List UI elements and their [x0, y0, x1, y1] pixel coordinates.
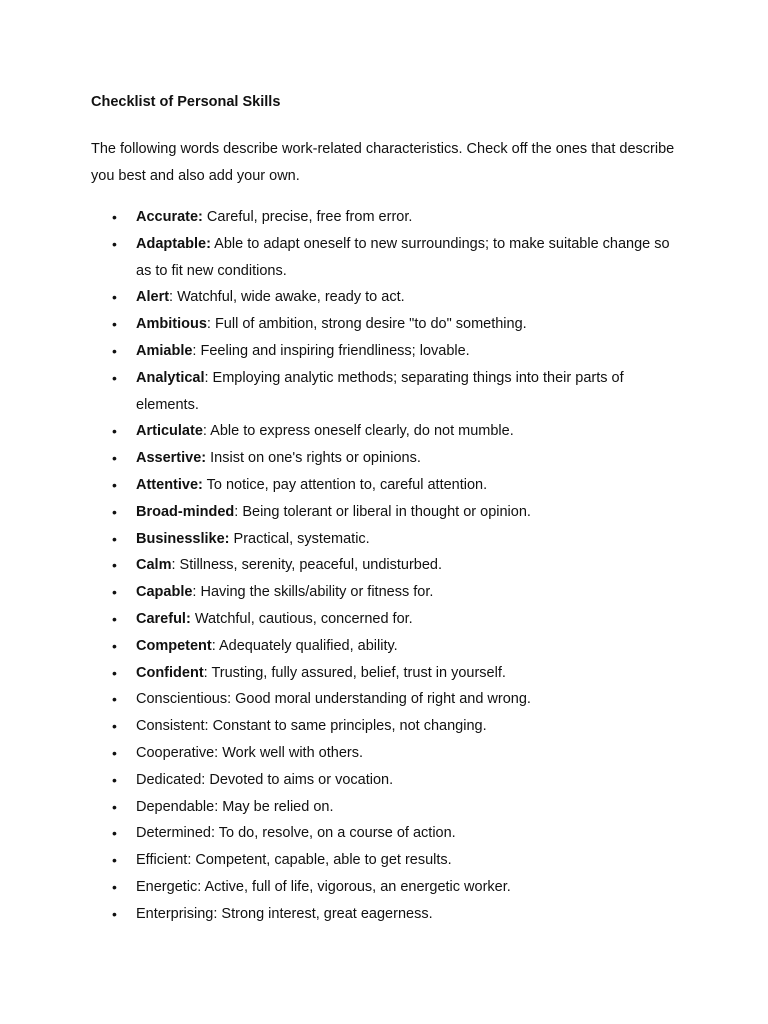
- skill-definition: Stillness, serenity, peaceful, undisturbed.: [175, 557, 443, 574]
- bullet-icon: •: [112, 342, 117, 359]
- skill-term: Confident: [136, 664, 204, 681]
- bullet-icon: •: [112, 825, 117, 842]
- skill-term: Accurate:: [136, 209, 203, 225]
- skill-separator: :: [171, 557, 176, 574]
- bullet-icon: •: [112, 423, 117, 440]
- bullet-icon: •: [112, 718, 117, 735]
- bullet-icon: •: [112, 610, 117, 627]
- skill-definition: Dependable: May be relied on.: [136, 798, 334, 815]
- intro-paragraph: The following words describe work-related characteristics. Check off the ones that describe you best and also add your own.: [91, 141, 675, 184]
- bullet-icon: •: [112, 235, 117, 252]
- skill-definition: Cooperative: Work well with others.: [136, 744, 363, 761]
- skill-separator: :: [203, 664, 208, 681]
- list-item: [0, 445, 768, 472]
- bullet-icon: •: [112, 584, 117, 601]
- skill-definition: Being tolerant or liberal in thought or opinion.: [238, 503, 531, 520]
- bullet-icon: •: [112, 209, 117, 225]
- bullet-icon: •: [112, 530, 117, 547]
- list-item: [0, 338, 768, 365]
- bullet-icon: •: [112, 557, 117, 574]
- list-item: [0, 204, 768, 231]
- list-item: [0, 526, 768, 553]
- list-item: [0, 660, 768, 687]
- list-item: [0, 231, 768, 285]
- skill-separator: :: [211, 637, 216, 654]
- skill-term: Broad-minded: [136, 503, 235, 520]
- list-item: [0, 740, 768, 767]
- bullet-icon: •: [112, 771, 117, 788]
- list-item: [0, 579, 768, 606]
- skill-separator: :: [192, 342, 197, 359]
- skill-term: Assertive:: [136, 450, 207, 467]
- skill-definition: Insist on one's rights or opinions.: [206, 450, 421, 467]
- list-item: [0, 847, 768, 874]
- list-item: [0, 767, 768, 794]
- skill-definition: Able to adapt oneself to new surroundings; to make suitable change so as to fit new conditions.: [136, 235, 670, 279]
- list-item: [0, 713, 768, 740]
- list-item: [0, 633, 768, 660]
- bullet-icon: •: [112, 852, 117, 869]
- skill-definition: Dedicated: Devoted to aims or vocation.: [136, 771, 394, 788]
- page-title: Checklist of Personal Skills: [91, 94, 281, 110]
- skill-term: Alert: [136, 289, 170, 306]
- list-item: [0, 820, 768, 847]
- skill-definition: Full of ambition, strong desire "to do" something.: [210, 316, 527, 333]
- list-item: [0, 874, 768, 901]
- skill-definition: Feeling and inspiring friendliness; lovable.: [196, 342, 470, 359]
- skill-term: Articulate: [136, 423, 203, 440]
- bullet-icon: •: [112, 691, 117, 708]
- bullet-icon: •: [112, 316, 117, 333]
- list-item: [0, 284, 768, 311]
- skill-definition: Enterprising: Strong interest, great eagerness.: [136, 905, 433, 922]
- list-item: [0, 606, 768, 633]
- bullet-icon: •: [112, 744, 117, 761]
- skill-definition: Trusting, fully assured, belief, trust in yourself.: [207, 664, 506, 681]
- bullet-icon: •: [112, 369, 117, 386]
- list-item: [0, 472, 768, 499]
- skill-definition: Having the skills/ability or fitness for.: [196, 584, 434, 601]
- list-item: [0, 365, 768, 419]
- skill-definition: Careful, precise, free from error.: [202, 209, 413, 225]
- list-item: [0, 901, 768, 928]
- skill-definition: Watchful, cautious, concerned for.: [190, 610, 413, 627]
- list-item: [0, 686, 768, 713]
- skill-separator: :: [192, 584, 197, 601]
- skill-definition: Consistent: Constant to same principles, not changing.: [136, 718, 487, 735]
- skill-separator: :: [202, 423, 207, 440]
- skill-term: Businesslike:: [136, 530, 230, 547]
- skill-definition: Able to express oneself clearly, do not mumble.: [206, 423, 514, 440]
- skill-separator: :: [169, 289, 174, 306]
- skill-separator: :: [204, 369, 209, 386]
- skill-definition: Adequately qualified, ability.: [215, 637, 398, 654]
- bullet-icon: •: [112, 798, 117, 815]
- bullet-icon: •: [112, 905, 117, 922]
- list-item: [0, 311, 768, 338]
- list-item: [0, 499, 768, 526]
- skill-definition: Efficient: Competent, capable, able to get results.: [136, 852, 452, 869]
- skill-term: Analytical: [136, 369, 205, 386]
- bullet-icon: •: [112, 476, 117, 493]
- skill-term: Adaptable:: [136, 235, 211, 252]
- skill-definition: To notice, pay attention to, careful attention.: [202, 476, 488, 493]
- list-item: [0, 552, 768, 579]
- skills-list: [0, 204, 768, 928]
- skill-definition: Practical, systematic.: [229, 530, 370, 547]
- bullet-icon: •: [112, 878, 117, 895]
- skill-definition: Employing analytic methods; separating things into their parts of elements.: [136, 369, 624, 413]
- bullet-icon: •: [112, 450, 117, 467]
- skill-definition: Watchful, wide awake, ready to act.: [173, 289, 405, 306]
- skill-term: Careful:: [136, 610, 191, 627]
- skill-term: Competent: [136, 637, 212, 654]
- skill-term: Amiable: [136, 342, 193, 359]
- skill-term: Calm: [136, 557, 172, 574]
- skill-separator: :: [206, 316, 211, 333]
- skill-definition: Conscientious: Good moral understanding of right and wrong.: [136, 691, 531, 708]
- skill-term: Attentive:: [136, 476, 203, 493]
- skill-term: Ambitious: [136, 316, 207, 333]
- list-item: [0, 418, 768, 445]
- skill-term: Capable: [136, 584, 193, 601]
- list-item: [0, 794, 768, 821]
- skill-definition: Energetic: Active, full of life, vigorous, an energetic worker.: [136, 878, 511, 895]
- bullet-icon: •: [112, 664, 117, 681]
- skill-separator: :: [234, 503, 239, 520]
- bullet-icon: •: [112, 289, 117, 306]
- bullet-icon: •: [112, 637, 117, 654]
- skill-definition: Determined: To do, resolve, on a course of action.: [136, 825, 456, 842]
- bullet-icon: •: [112, 503, 117, 520]
